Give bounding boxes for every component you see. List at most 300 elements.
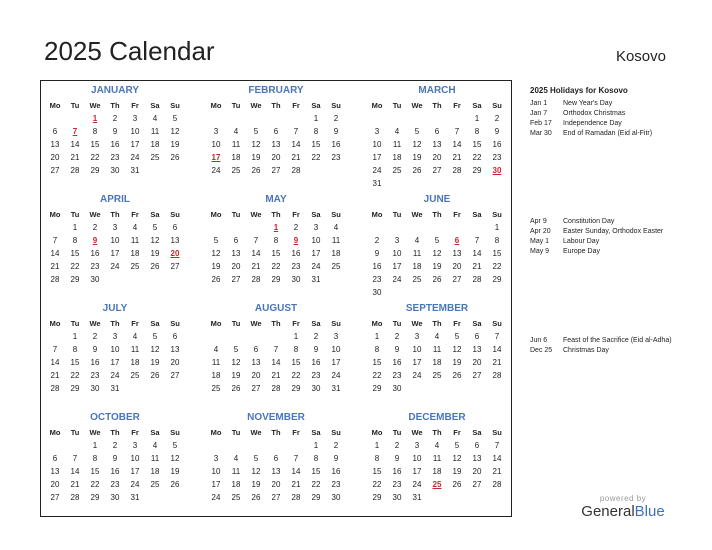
day-cell: 23: [90, 371, 100, 380]
day-cell: 21: [50, 371, 60, 380]
month-name: SEPTEMBER: [405, 303, 469, 314]
day-cell: 12: [432, 249, 442, 258]
powered-by-text: powered by: [599, 494, 647, 503]
day-cell: 8: [72, 345, 78, 354]
weekday-header: Fr: [131, 428, 139, 437]
holiday-list-group: [530, 99, 680, 139]
day-cell: 12: [211, 249, 221, 258]
holiday-date: May 1: [530, 238, 550, 245]
weekday-header: Su: [170, 319, 180, 328]
day-cell: 11: [331, 236, 341, 245]
day-cell: 12: [412, 140, 422, 149]
weekday-header: We: [411, 210, 423, 219]
day-cell: 5: [233, 345, 239, 354]
day-cell: 7: [494, 332, 500, 341]
day-cell: 15: [271, 249, 281, 258]
holiday-row: [530, 217, 680, 227]
day-cell: 11: [150, 127, 160, 136]
day-cell: 27: [50, 166, 60, 175]
day-cell: 2: [394, 441, 400, 450]
day-cell: 24: [110, 371, 120, 380]
day-cell: 5: [172, 441, 178, 450]
day-cell: 6: [172, 332, 178, 341]
day-cell: 11: [432, 454, 442, 463]
day-grid: [45, 99, 185, 177]
holiday-date: Jan 7: [530, 110, 548, 117]
empty-cell: [45, 221, 65, 234]
day-cell: 21: [70, 480, 80, 489]
empty-cell: [246, 330, 266, 343]
day-cell: 8: [293, 345, 299, 354]
weekday-header: Mo: [210, 101, 222, 110]
day-cell: 13: [50, 140, 60, 149]
day-cell: 8: [72, 236, 78, 245]
day-cell: 13: [472, 454, 482, 463]
day-cell: 30: [90, 384, 100, 393]
day-cell: 18: [231, 153, 241, 162]
day-cell: 10: [412, 454, 422, 463]
country-label: Kosovo: [615, 48, 666, 65]
day-cell: 22: [70, 371, 80, 380]
empty-cell: [206, 330, 226, 343]
day-cell: 3: [394, 236, 400, 245]
day-cell: 4: [152, 114, 158, 123]
day-cell: 27: [452, 275, 462, 284]
weekday-header: Th: [271, 319, 281, 328]
brand-name-part1: General: [581, 503, 635, 520]
weekday-header: Fr: [292, 319, 300, 328]
day-cell: 11: [432, 345, 442, 354]
day-cell: 17: [412, 358, 422, 367]
day-cell: 13: [271, 467, 281, 476]
weekday-header: Tu: [392, 210, 402, 219]
empty-cell: [447, 221, 467, 234]
day-cell: 9: [112, 127, 118, 136]
day-cell: 20: [50, 480, 60, 489]
day-cell: 3: [213, 454, 219, 463]
day-cell: 8: [92, 454, 98, 463]
weekday-header: Tu: [70, 210, 80, 219]
day-cell: 23: [311, 371, 321, 380]
day-cell: 23: [372, 275, 382, 284]
day-cell: 9: [313, 345, 319, 354]
day-cell: 16: [110, 140, 120, 149]
weekday-header: We: [411, 428, 423, 437]
day-cell: 30: [392, 384, 402, 393]
day-cell: 25: [231, 166, 241, 175]
weekday-header: Fr: [292, 101, 300, 110]
day-cell: 17: [311, 249, 321, 258]
day-cell: 16: [311, 358, 321, 367]
weekday-header: Su: [170, 428, 180, 437]
day-cell: 28: [291, 166, 301, 175]
day-cell: 28: [291, 493, 301, 502]
day-cell: 2: [313, 332, 319, 341]
day-cell: 24: [211, 166, 221, 175]
day-cell: 16: [392, 467, 402, 476]
day-cell: 12: [251, 140, 261, 149]
day-cell: 19: [170, 467, 180, 476]
weekday-header: Mo: [49, 101, 61, 110]
day-cell: 26: [231, 384, 241, 393]
day-cell: 11: [150, 454, 160, 463]
day-cell: 22: [472, 153, 482, 162]
day-cell: 6: [233, 236, 239, 245]
holiday-date: Mar 30: [530, 130, 552, 137]
day-cell: 3: [112, 223, 118, 232]
day-cell: 17: [211, 480, 221, 489]
day-cell: 13: [452, 249, 462, 258]
day-cell: 22: [90, 480, 100, 489]
day-grid: [367, 317, 507, 395]
month-august: [206, 299, 346, 407]
day-grid: [206, 317, 346, 395]
day-grid: [206, 208, 346, 286]
holiday-name: End of Ramadan (Eid al-Fitr): [563, 130, 653, 137]
day-cell: 20: [271, 480, 281, 489]
weekday-header: Su: [170, 210, 180, 219]
empty-cell: [226, 439, 246, 452]
holiday-day: 20: [170, 249, 180, 258]
day-cell: 4: [333, 223, 339, 232]
day-cell: 31: [311, 275, 321, 284]
day-cell: 4: [233, 127, 239, 136]
weekday-header: Sa: [150, 210, 160, 219]
weekday-header: Su: [331, 428, 341, 437]
empty-cell: [45, 330, 65, 343]
day-cell: 1: [92, 441, 98, 450]
day-cell: 4: [233, 454, 239, 463]
month-january: [45, 81, 185, 189]
month-name: FEBRUARY: [248, 85, 304, 96]
weekday-header: Su: [492, 428, 502, 437]
weekday-header: Th: [432, 428, 442, 437]
day-cell: 21: [251, 262, 261, 271]
day-cell: 10: [110, 236, 120, 245]
month-july: [45, 299, 185, 407]
day-cell: 10: [372, 140, 382, 149]
day-cell: 4: [414, 236, 420, 245]
weekday-header: Tu: [70, 101, 80, 110]
day-cell: 28: [50, 384, 60, 393]
weekday-header: Tu: [231, 428, 241, 437]
day-cell: 6: [434, 127, 440, 136]
holiday-date: Dec 25: [530, 347, 553, 354]
day-cell: 9: [92, 345, 98, 354]
day-cell: 15: [372, 467, 382, 476]
holiday-day: 1: [92, 114, 98, 123]
day-cell: 4: [152, 441, 158, 450]
page-title: 2025 Calendar: [44, 36, 215, 66]
day-cell: 8: [313, 127, 319, 136]
day-cell: 24: [130, 480, 140, 489]
day-cell: 15: [472, 140, 482, 149]
day-cell: 22: [372, 371, 382, 380]
weekday-header: Su: [492, 101, 502, 110]
holiday-row: [530, 129, 680, 139]
day-cell: 20: [472, 467, 482, 476]
day-cell: 28: [271, 384, 281, 393]
day-cell: 1: [474, 114, 480, 123]
day-cell: 15: [291, 358, 301, 367]
day-cell: 4: [434, 441, 440, 450]
day-cell: 20: [271, 153, 281, 162]
day-cell: 22: [90, 153, 100, 162]
day-cell: 4: [213, 345, 219, 354]
day-cell: 1: [293, 332, 299, 341]
day-cell: 30: [392, 493, 402, 502]
day-cell: 17: [392, 262, 402, 271]
weekday-header: Mo: [371, 428, 383, 437]
day-cell: 14: [492, 454, 502, 463]
day-cell: 23: [392, 480, 402, 489]
day-cell: 2: [293, 223, 299, 232]
holiday-date: Jan 1: [530, 100, 548, 107]
weekday-header: We: [89, 319, 101, 328]
day-cell: 20: [432, 153, 442, 162]
calendar-grid: [40, 80, 512, 517]
weekday-header: Tu: [392, 428, 402, 437]
day-cell: 21: [291, 153, 301, 162]
day-cell: 4: [132, 332, 138, 341]
day-cell: 2: [494, 114, 500, 123]
day-cell: 18: [211, 371, 221, 380]
weekday-header: Su: [492, 210, 502, 219]
day-cell: 12: [170, 127, 180, 136]
day-cell: 9: [494, 127, 500, 136]
day-cell: 29: [372, 384, 382, 393]
day-cell: 17: [130, 140, 140, 149]
day-cell: 17: [331, 358, 341, 367]
day-cell: 9: [112, 454, 118, 463]
day-cell: 19: [170, 140, 180, 149]
day-cell: 7: [52, 345, 58, 354]
day-cell: 9: [394, 454, 400, 463]
weekday-header: Tu: [392, 101, 402, 110]
day-cell: 19: [452, 358, 462, 367]
weekday-header: Su: [331, 101, 341, 110]
day-cell: 5: [414, 127, 420, 136]
day-cell: 21: [271, 371, 281, 380]
weekday-header: Fr: [453, 101, 461, 110]
weekday-header: Fr: [131, 210, 139, 219]
weekday-header: Sa: [311, 319, 321, 328]
holiday-name: Feast of the Sacrifice (Eid al-Adha): [563, 337, 672, 344]
weekday-header: Sa: [311, 101, 321, 110]
day-cell: 26: [452, 480, 462, 489]
day-cell: 22: [372, 480, 382, 489]
day-cell: 6: [273, 127, 279, 136]
day-cell: 20: [170, 358, 180, 367]
month-name: JANUARY: [91, 85, 139, 96]
day-cell: 11: [211, 358, 221, 367]
day-cell: 6: [474, 332, 480, 341]
weekday-header: Tu: [392, 319, 402, 328]
day-cell: 21: [492, 467, 502, 476]
weekday-header: Tu: [231, 319, 241, 328]
day-cell: 11: [231, 140, 241, 149]
month-name: JULY: [102, 303, 128, 314]
day-cell: 24: [392, 275, 402, 284]
day-cell: 14: [251, 249, 261, 258]
day-cell: 3: [112, 332, 118, 341]
day-cell: 7: [494, 441, 500, 450]
day-cell: 27: [271, 166, 281, 175]
empty-cell: [226, 330, 246, 343]
weekday-header: Sa: [472, 101, 482, 110]
weekday-header: Fr: [131, 319, 139, 328]
day-cell: 25: [130, 262, 140, 271]
holiday-name: Labour Day: [563, 238, 600, 245]
weekday-header: Th: [432, 210, 442, 219]
empty-cell: [246, 221, 266, 234]
day-cell: 11: [392, 140, 402, 149]
weekday-header: We: [411, 101, 423, 110]
day-cell: 24: [372, 166, 382, 175]
day-cell: 8: [273, 236, 279, 245]
holiday-date: Jun 6: [530, 337, 548, 344]
day-cell: 25: [130, 371, 140, 380]
weekday-header: Mo: [49, 210, 61, 219]
empty-cell: [407, 221, 427, 234]
empty-cell: [206, 221, 226, 234]
month-september: [367, 299, 507, 407]
weekday-header: Tu: [231, 101, 241, 110]
day-cell: 19: [452, 467, 462, 476]
weekday-header: Th: [432, 319, 442, 328]
day-cell: 28: [452, 166, 462, 175]
day-cell: 8: [92, 127, 98, 136]
empty-cell: [45, 112, 65, 125]
day-cell: 14: [70, 140, 80, 149]
holiday-day: 25: [432, 480, 442, 489]
day-cell: 6: [52, 454, 58, 463]
day-cell: 10: [130, 454, 140, 463]
weekday-header: We: [250, 428, 262, 437]
weekday-header: Sa: [150, 319, 160, 328]
day-cell: 14: [291, 467, 301, 476]
day-cell: 16: [291, 249, 301, 258]
day-cell: 31: [372, 179, 382, 188]
day-cell: 10: [331, 345, 341, 354]
day-cell: 22: [291, 371, 301, 380]
day-cell: 4: [434, 332, 440, 341]
day-cell: 18: [150, 467, 160, 476]
day-cell: 28: [472, 275, 482, 284]
day-cell: 1: [374, 441, 380, 450]
day-cell: 31: [130, 493, 140, 502]
weekday-header: Sa: [311, 428, 321, 437]
day-cell: 19: [251, 480, 261, 489]
day-cell: 13: [231, 249, 241, 258]
day-cell: 17: [130, 467, 140, 476]
month-name: MARCH: [418, 85, 456, 96]
empty-cell: [65, 112, 85, 125]
weekday-header: Sa: [150, 428, 160, 437]
day-cell: 28: [492, 480, 502, 489]
day-cell: 16: [110, 467, 120, 476]
day-cell: 25: [331, 262, 341, 271]
day-cell: 9: [374, 249, 380, 258]
weekday-header: Tu: [231, 210, 241, 219]
holiday-day: 9: [92, 236, 98, 245]
day-cell: 13: [50, 467, 60, 476]
holiday-name: New Year's Day: [563, 100, 613, 107]
month-name: AUGUST: [254, 303, 298, 314]
month-may: [206, 190, 346, 298]
weekday-header: Fr: [131, 101, 139, 110]
day-cell: 19: [231, 371, 241, 380]
day-cell: 19: [150, 358, 160, 367]
day-cell: 2: [112, 441, 118, 450]
day-cell: 6: [474, 441, 480, 450]
day-cell: 11: [412, 249, 422, 258]
day-cell: 24: [412, 480, 422, 489]
day-cell: 8: [374, 454, 380, 463]
day-cell: 27: [50, 493, 60, 502]
day-cell: 20: [231, 262, 241, 271]
day-cell: 30: [311, 384, 321, 393]
weekday-header: We: [411, 319, 423, 328]
day-cell: 25: [392, 166, 402, 175]
day-cell: 24: [331, 371, 341, 380]
day-cell: 19: [432, 262, 442, 271]
month-name: JUNE: [423, 194, 451, 205]
day-cell: 23: [110, 153, 120, 162]
day-cell: 29: [70, 384, 80, 393]
day-cell: 22: [492, 262, 502, 271]
day-cell: 15: [70, 358, 80, 367]
day-cell: 10: [412, 345, 422, 354]
empty-cell: [367, 221, 387, 234]
day-cell: 15: [70, 249, 80, 258]
day-cell: 16: [331, 140, 341, 149]
weekday-header: We: [89, 101, 101, 110]
holiday-date: Apr 9: [530, 218, 547, 225]
day-cell: 18: [392, 153, 402, 162]
weekday-header: Su: [492, 319, 502, 328]
holiday-name: Constitution Day: [563, 218, 615, 225]
day-cell: 12: [251, 467, 261, 476]
brand-name: [578, 503, 668, 520]
day-cell: 22: [311, 153, 321, 162]
day-cell: 15: [372, 358, 382, 367]
day-cell: 12: [150, 236, 160, 245]
day-cell: 22: [311, 480, 321, 489]
month-name: MAY: [265, 194, 287, 205]
day-cell: 5: [454, 441, 460, 450]
holiday-date: Feb 17: [530, 120, 552, 127]
day-cell: 30: [372, 288, 382, 297]
day-cell: 11: [130, 345, 140, 354]
day-cell: 2: [112, 114, 118, 123]
weekday-header: Su: [331, 210, 341, 219]
day-cell: 5: [434, 236, 440, 245]
day-grid: [45, 208, 185, 286]
day-cell: 18: [231, 480, 241, 489]
day-cell: 7: [52, 236, 58, 245]
day-cell: 2: [333, 114, 339, 123]
day-cell: 26: [251, 493, 261, 502]
empty-cell: [427, 112, 447, 125]
day-cell: 21: [452, 153, 462, 162]
day-cell: 28: [251, 275, 261, 284]
weekday-header: Sa: [150, 101, 160, 110]
day-cell: 12: [170, 454, 180, 463]
holiday-day: 7: [72, 127, 78, 136]
day-cell: 23: [492, 153, 502, 162]
day-cell: 26: [432, 275, 442, 284]
